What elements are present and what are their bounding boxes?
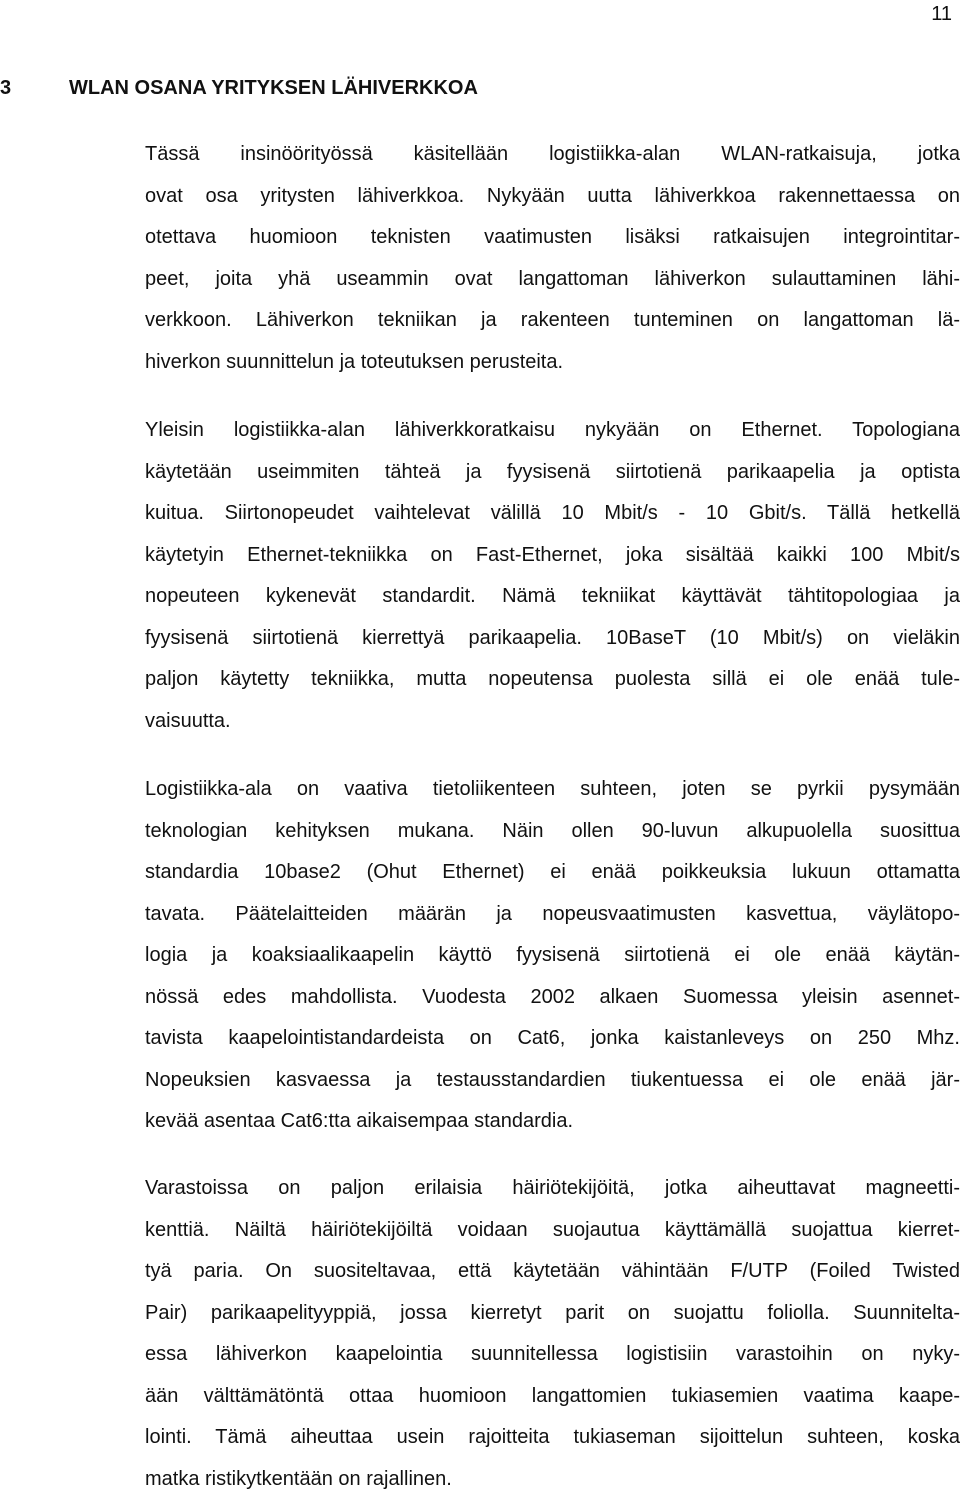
section-heading [0,74,478,102]
section-number: 3 [0,74,69,102]
text-line: käytetyin Ethernet-tekniikka on Fast-Ethernet, joka sisältää kaikki 100 Mbit/s [145,535,960,577]
text-line: Pair) parikaapelityyppiä, jossa kierretyt parit on suojattu foliolla. Suunnitelta- [145,1293,960,1335]
text-line: standardia 10base2 (Ohut Ethernet) ei enää poikkeuksia lukuun ottamatta [145,852,960,894]
text-line: tavista kaapelointistandardeista on Cat6, jonka kaistanleveys on 250 Mhz. [145,1018,960,1060]
text-line: Nopeuksien kasvaessa ja testausstandardien tiukentuessa ei ole enää jär- [145,1060,960,1102]
text-line: Yleisin logistiikka-alan lähiverkkoratkaisu nykyään on Ethernet. Topologiana [145,410,960,452]
paragraph-4 [145,1168,960,1500]
text-line: kenttiä. Näiltä häiriötekijöiltä voidaan suojautua käyttämällä suojattua kierret- [145,1210,960,1252]
section-title: WLAN OSANA YRITYKSEN LÄHIVERKKOA [69,77,478,99]
text-line: Tässä insinöörityössä käsitellään logistiikka-alan WLAN-ratkaisuja, jotka [145,134,960,176]
text-line: nopeuteen kykenevät standardit. Nämä tekniikat käyttävät tähtitopologiaa ja [145,576,960,618]
text-line: lointi. Tämä aiheuttaa usein rajoitteita tukiaseman sijoittelun suhteen, koska [145,1417,960,1459]
text-line: logia ja koaksiaalikaapelin käyttö fyysisenä siirtotienä ei ole enää käytän- [145,935,960,977]
text-line: teknologian kehityksen mukana. Näin ollen 90-luvun alkupuolella suosittua [145,811,960,853]
text-line: tyä paria. On suositeltavaa, että käytetään vähintään F/UTP (Foiled Twisted [145,1251,960,1293]
text-line: matka ristikytkentään on rajallinen. [145,1459,960,1500]
text-line: ään välttämätöntä ottaa huomioon langattomien tukiasemien vaatima kaape- [145,1376,960,1418]
text-line: fyysisenä siirtotienä kierrettyä parikaapelia. 10BaseT (10 Mbit/s) on vieläkin [145,618,960,660]
text-line: käytetään useimmiten tähteä ja fyysisenä siirtotienä parikaapelia ja optista [145,452,960,494]
paragraph-2 [145,410,960,742]
text-line: peet, joita yhä useammin ovat langattoman lähiverkon sulauttaminen lähi- [145,259,960,301]
text-line: Logistiikka-ala on vaativa tietoliikenteen suhteen, joten se pyrkii pysymään [145,769,960,811]
text-line: essa lähiverkon kaapelointia suunnitellessa logistisiin varastoihin on nyky- [145,1334,960,1376]
page-number: 11 [931,2,952,26]
text-line: tavata. Päätelaitteiden määrän ja nopeusvaatimusten kasvettua, väylätopo- [145,894,960,936]
text-line: Varastoissa on paljon erilaisia häiriötekijöitä, jotka aiheuttavat magneetti- [145,1168,960,1210]
paragraph-3 [145,769,960,1143]
text-line: otettava huomioon teknisten vaatimusten lisäksi ratkaisujen integrointitar- [145,217,960,259]
text-line: kevää asentaa Cat6:tta aikaisempaa standardia. [145,1101,960,1143]
paragraph-1 [145,134,960,383]
text-line: verkkoon. Lähiverkon tekniikan ja rakenteen tunteminen on langattoman lä- [145,300,960,342]
text-line: kuitua. Siirtonopeudet vaihtelevat välillä 10 Mbit/s - 10 Gbit/s. Tällä hetkellä [145,493,960,535]
text-line: ovat osa yritysten lähiverkkoa. Nykyään uutta lähiverkkoa rakennettaessa on [145,176,960,218]
text-line: nössä edes mahdollista. Vuodesta 2002 alkaen Suomessa yleisin asennet- [145,977,960,1019]
text-line: paljon käytetty tekniikka, mutta nopeutensa puolesta sillä ei ole enää tule- [145,659,960,701]
text-line: hiverkon suunnittelun ja toteutuksen perusteita. [145,342,960,384]
text-line: vaisuutta. [145,701,960,743]
